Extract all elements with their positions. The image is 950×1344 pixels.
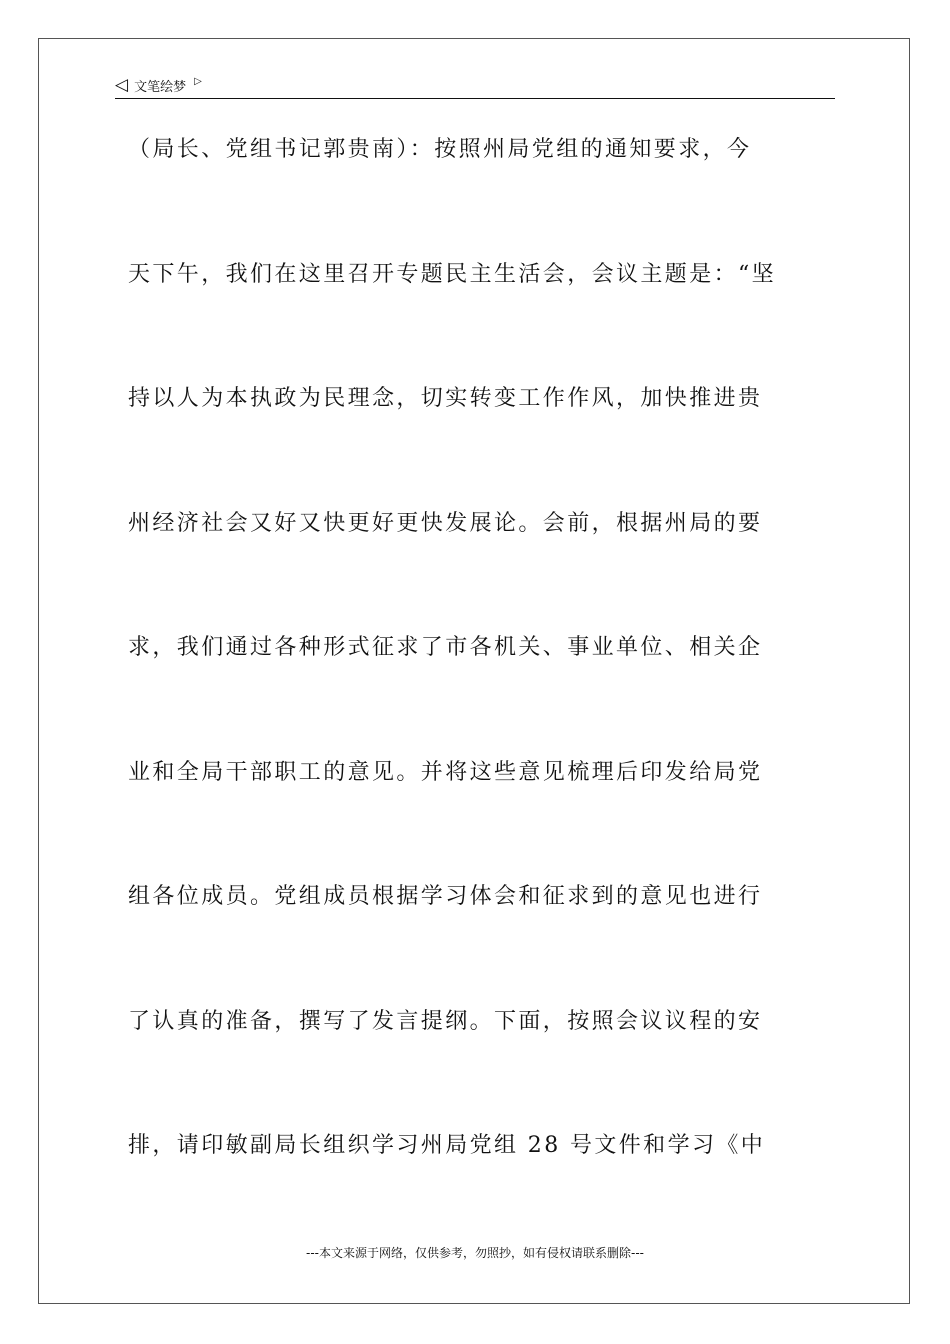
body-line: 业和全局干部职工的意见。并将这些意见梳理后印发给局党 — [128, 759, 763, 785]
page-header — [115, 72, 202, 98]
body-line: 排，请印敏副局长组织学习州局党组 28 号文件和学习《中 — [128, 1133, 766, 1158]
body-line: 了认真的准备，撰写了发言提纲。下面，按照会议议程的安 — [128, 1008, 763, 1034]
right-triangle-icon: ▷ — [194, 76, 202, 87]
body-line: （局长、党组书记郭贵南）：按照州局党组的通知要求，今 — [128, 137, 752, 162]
body-line: 求，我们通过各种形式征求了市各机关、事业单位、相关企 — [128, 635, 763, 660]
header-divider — [115, 98, 835, 99]
body-line: 组各位成员。党组成员根据学习体会和征求到的意见也进行 — [128, 884, 763, 909]
body-line: 持以人为本执政为民理念，切实转变工作作风，加快推进贵 — [128, 386, 763, 411]
header-brand: 文笔绘梦 — [134, 79, 187, 95]
document-body — [128, 126, 808, 1247]
left-triangle-icon: ◁ — [115, 74, 129, 95]
body-line: 天下午，我们在这里召开专题民主生活会，会议主题是：“坚 — [128, 261, 777, 287]
footer-notice: ---本文来源于网络，仅供参考，勿照抄，如有侵权请联系删除--- — [306, 1246, 644, 1260]
body-line: 州经济社会又好又快更好更快发展论。会前，根据州局的要 — [128, 510, 763, 536]
